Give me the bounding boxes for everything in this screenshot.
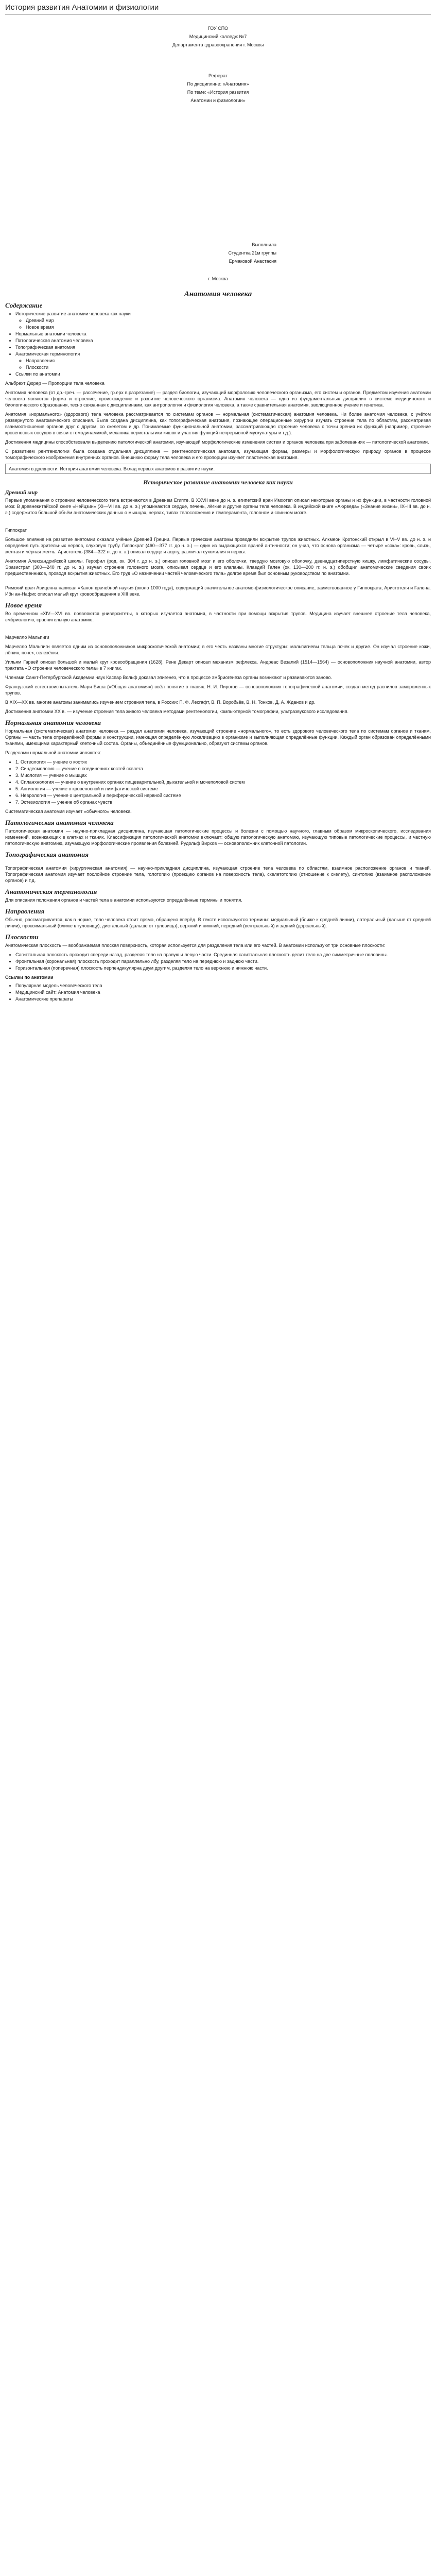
normal-heading: Нормальная анатомия человека xyxy=(5,719,101,726)
paragraph: Разделами нормальной анатомии являются: xyxy=(5,750,101,755)
contents-heading: Содержание xyxy=(5,301,43,309)
toc-item[interactable]: • Анатомическая терминология ◦ Направления ◦ Плоскости xyxy=(15,351,431,370)
cover-topic: По теме: «История развития xyxy=(187,90,249,95)
paragraph: Патологическая анатомия — научно-прикладная дисциплина, изучающая патологические процессы и болезни с помощью научного, главным образом микроскопического, исследования изменений, возникающих в клетках и тканях. Классификация патологической анатомии включает: общую патологическую анатомию, изучающую типовые патологические процессы, и частную патологическую анатомию, изучающую морфологические проявления болезней. Рудольф Вирхов — основоположник клеточной патологии. xyxy=(5,828,431,846)
links-heading: Ссылки по анатомии xyxy=(5,975,54,980)
topo-heading: Топографическая анатомия xyxy=(5,851,89,858)
list-item: • Горизонтальная (поперечная) плоскость перпендикулярна двум другим, разделяя тело на верхнюю и нижнюю части. xyxy=(15,965,431,971)
paragraph: Анатомия Александрийской школы. Герофил (род. ок. 304 г. до н. э.) описал головной мозг и его оболочки, твердую мозговую оболочку, двенадцатиперстную кишку, лимфатические сосуды. Эразистрат (300—240 гг. до н. э.) изучал строение головного мозга, описывал сердце и его клапаны. Клавдий Гален (ок. 130—200 гг. н. э.) обобщил анатомические сведения своих предшественников, проводя вскрытия животных. Его труд «О назначении частей человеческого тела» долгое время был основным руководством по анатомии. xyxy=(5,558,431,576)
paragraph: В XIX—XX вв. многие анатомы занимались изучением строения тела, в России: П. Ф. Лесгафт, В. П. Воробьёв, В. Н. Тонков, Д. А. Жданов и др. xyxy=(5,700,316,705)
planes-heading: Плоскости xyxy=(5,933,39,941)
list-item: • 4. Спланхнология — учение о внутренних органах пищеварительной, дыхательной и мочеполовой систем xyxy=(15,779,431,785)
list-item: • Сагиттальная плоскость проходит спереди назад, разделяя тело на правую и левую части. Срединная сагиттальная плоскость делит тело на две симметричные половины. xyxy=(15,952,431,958)
paragraph: С развитием рентгенологии была создана отдельная дисциплина — рентгенологическая анатомия, изучающая формы, размеры и морфологическую природу органов в процессе томографического изображения внутренних органов. Внешнюю форму тела человека и его пропорции изучает пластическая анатомия. xyxy=(5,449,431,460)
terms-heading: Анатомическая терминология xyxy=(5,888,97,895)
cover-name: Ермаковой Анастасия xyxy=(229,259,276,264)
link[interactable]: • Популярная модель человеческого тела xyxy=(15,982,431,989)
list-item: • 5. Ангиология — учение о кровеносной и лимфатической системе xyxy=(15,786,431,792)
cover-city: г. Москва xyxy=(208,276,228,281)
normal-sections-list xyxy=(5,759,431,805)
directions-heading: Направления xyxy=(5,907,45,915)
ancient-heading: Древний мир xyxy=(5,489,38,496)
list-item: • 1. Остеология — учение о костях xyxy=(15,759,431,765)
list-item: • Фронтальная (корональная) плоскость проходит параллельно лбу, разделяя тело на переднюю и заднюю части. xyxy=(15,958,431,964)
paragraph: Римский врач Авиценна написал «Канон врачебной науки» (около 1000 года), содержащий значительное анатомо-физиологическое описание, заимствованное у Гиппократа, Аристотеля и Галена. Ибн ан-Нафис описал малый круг кровообращения в XIII веке. xyxy=(5,585,431,597)
cover-done: Выполнила xyxy=(252,242,276,247)
cover-doc-type: Реферат xyxy=(208,73,228,78)
toc-item[interactable]: ◦ Плоскости xyxy=(26,364,431,370)
paragraph: Достижения анатомии XX в. — изучение строения тела живого человека методами рентгенологии, компьютерной томографии, ультразвукового исследования. xyxy=(5,709,348,714)
links-section xyxy=(5,974,431,1002)
toc-item[interactable]: • Ссылки по анатомии xyxy=(15,371,431,377)
history-heading: Историческое развитие анатомии человека как науки xyxy=(143,479,293,486)
document-page xyxy=(0,0,436,1002)
toc-item[interactable]: • Патологическая анатомия человека xyxy=(15,337,431,344)
paragraph: Систематическая анатомия изучает «обычного» человека. xyxy=(5,809,132,814)
cover-discipline: По дисциплине: «Анатомия» xyxy=(187,81,249,87)
cover-block xyxy=(5,25,431,282)
boxed-note: Анатомия в древности. История анатомии человека. Вклад первых анатомов в развитие науки. xyxy=(5,464,431,474)
cover-org1: ГОУ СПО xyxy=(207,26,229,31)
list-item: • 7. Эстезиология — учение об органах чувств xyxy=(15,799,431,805)
cover-org2: Медицинский колледж №7 xyxy=(189,34,247,39)
toc-item[interactable]: ◦ Новое время xyxy=(26,324,431,330)
paragraph: Марчелло Мальпиги является одним из основоположников микроскопической анатомии; в его честь названы многие структуры: мальпигиевы тельца почек и другие. Он изучал строение кожи, лёгких, почек, селезёнки. xyxy=(5,644,431,655)
main-heading: Анатомия человека xyxy=(184,290,252,298)
paragraph: Уильям Гарвей описал большой и малый круг кровообращения (1628). Рене Декарт описал механизм рефлекса. Андреас Везалий (1514—1564) — основоположник научной анатомии, автор трактата «О строении человеческого тела» в 7 книгах. xyxy=(5,659,431,671)
paragraph: Анатомия «нормального» (здорового) тела человека рассматривается по системам органов — нормальная (систематическая) анатомия человека. Ни более анатомия человека, с учётом развернутого анатомического описания. Была создана дисциплина, как топографическая анатомия, познающее операционные хирургии изучать строение тела по областям, рассматривая взаимоотношение органов друг с другом, со скелетом и др. Понимаемые функциональной анатомии, рассматривающая строение человека с точки зрения их функций (например, строение кровеносных сосудов в связи с гемодинамикой, механика перистальтики кишок и участия функций непрерывной мускулатуры и т.д.). xyxy=(5,412,431,435)
link[interactable]: • Медицинский сайт: Анатомия человека xyxy=(15,989,431,995)
paragraph: Во временном «XIV—XVI вв. появляются университеты, в которых изучается анатомия, в частности при помощи вскрытия трупов. Медицина изучает внешнее строение тела человека, эмбриологию, сравнительную анатомию. xyxy=(5,611,431,622)
planes-list xyxy=(5,952,431,971)
image-caption: Марчелло Мальпиги xyxy=(5,635,49,640)
list-item: • 3. Миология — учение о мышцах xyxy=(15,772,431,778)
cover-org3: Департамента здравоохранения г. Москвы xyxy=(172,42,264,47)
link[interactable]: • Анатомические препараты xyxy=(15,996,431,1002)
paragraph: Достижения медицины способствовали выделению патологической анатомии, изучающей морфологические изменения систем и органов человека при заболеваниях — патологической анатомии. xyxy=(5,439,429,445)
toc-item[interactable]: • Топографическая анатомия xyxy=(15,344,431,350)
links-list xyxy=(5,982,431,1002)
paragraph: Нормальная (систематическая) анатомия человека — раздел анатомии человека, изучающий строение «нормального», то есть здорового человеческого тела по системам органов и тканям. Органы — часть тела определённой формы и конструкции, имеющая определённую локализацию в организме и выполняющая определённые функции. Каждый орган образован определёнными тканями, имеющими характерный клеточный состав. Органы, объединённые функционально, образуют системы органов. xyxy=(5,728,431,746)
paragraph: Первые упоминания о строении человеческого тела встречаются в Древнем Египте. В XXVII веке до н. э. египетский врач Имхотеп описал некоторые органы и их функции, в частности головной мозг. В древнекитайской книге «Нейцзин» (XI—VII вв. до н. э.) упоминаются сердце, печень, лёгкие и другие органы тела человека. В индийской книге «Аюрведа» («Знание жизни», IX–III вв. до н. э.) содержится большой объём анатомических данных о мышцах, нервах, типах телосложения и темперамента, головном и спинном мозге. xyxy=(5,498,431,515)
toc-item[interactable]: ◦ Направления xyxy=(26,358,431,364)
paragraph: Французский естествоиспытатель Мари Биша («Общая анатомия») ввёл понятие о тканях. Н. И. Пирогов — основоположник топографической анатомии, создал метод распилов замороженных трупов. xyxy=(5,684,431,696)
toc-item[interactable]: • Исторические развитие анатомии человека как науки ◦ Древний мир ◦ Новое время xyxy=(15,311,431,330)
contents-list xyxy=(5,311,431,377)
modern-heading: Новое время xyxy=(5,601,42,609)
toc-item[interactable]: ◦ Древний мир xyxy=(26,317,431,324)
list-item: • 2. Синдесмология — учение о соединениях костей скелета xyxy=(15,766,431,772)
cover-topic2: Анатомии и физиологии» xyxy=(190,98,246,103)
paragraph: Членами Санкт-Петербургской Академии наук Каспар Вольф доказал эпигенез, что в процессе эмбриогенеза органы возникают и развиваются заново. xyxy=(5,675,333,680)
patho-heading: Патологическая анатомия человека xyxy=(5,819,114,826)
paragraph: Для описания положения органов и частей тела в анатомии используются определённые термины и понятия. xyxy=(5,897,242,903)
image-caption: Альбрехт Дюрер — Пропорции тела человека xyxy=(5,381,104,386)
paragraph: Большое влияние на развитие анатомии оказали учёные Древней Греции. Первые греческие анатомы проводили вскрытие трупов животных. Алкмеон Кротонский открыл в VI–V вв. до н. э. и определил путь зрительных нервов, слуховую трубу. Гиппократ (460—377 гг. до н. э.) — один из выдающихся врачей античности; он учил, что основа организма — четыре «сока»: кровь, слизь, жёлтая и чёрная желчь. Аристотель (384—322 гг. до н. э.) описал сердце и аорту, различал сухожилия и нервы. xyxy=(5,537,431,554)
paragraph: Обычно, рассматривается, как в норме, тело человека стоит прямо, обращено вперёд. В тексте используются термины: медиальный (ближе к средней линии), латеральный (дальше от средней линии), проксимальный (ближе к туловищу), дистальный (дальше от туловища), верхний и нижний, передний (вентральный) и задний (дорсальный). xyxy=(5,917,431,928)
paragraph: Анатомическая плоскость — воображаемая плоская поверхность, которая используется для разделения тела или его частей. В анатомии используют три основные плоскости: xyxy=(5,943,386,948)
toc-item[interactable]: • Нормальные анатомии человека xyxy=(15,331,431,337)
paragraph: Топографическая анатомия (хирургическая анатомия) — научно-прикладная дисциплина, изучающая строение тела человека по областям, взаимное расположение органов и тканей. Топографическая анатомия изучает послойное строение тела, голотопию (проекцию органов на поверхность тела), скелетотопию (отношение к скелету), синтопию (взаимное расположение органов) и т.д. xyxy=(5,866,431,883)
page-title: История развития Анатомии и физиологии xyxy=(5,0,431,15)
list-item: • 6. Неврология — учение о центральной и периферической нервной системе xyxy=(15,792,431,799)
image-caption: Гиппократ xyxy=(5,528,27,533)
paragraph: Анатомия человека (от др.-греч. — рассечение, гр.ерх в.разрезание) — раздел биологии, изучающий морфологию человеческого организма, его систем и органов. Предметом изучения анатомии человека являются форма и строение, происхождение и развитие человеческого организма. Анатомия человека — одна из фундаментальных дисциплин в системе медицинского и биологического образования, тесно связанная с дисциплинами, как антропология и физиология человека, а также сравнительная анатомия, эволюционное учение и генетика. xyxy=(5,390,431,408)
cover-student: Студентка 21м группы xyxy=(228,250,276,256)
